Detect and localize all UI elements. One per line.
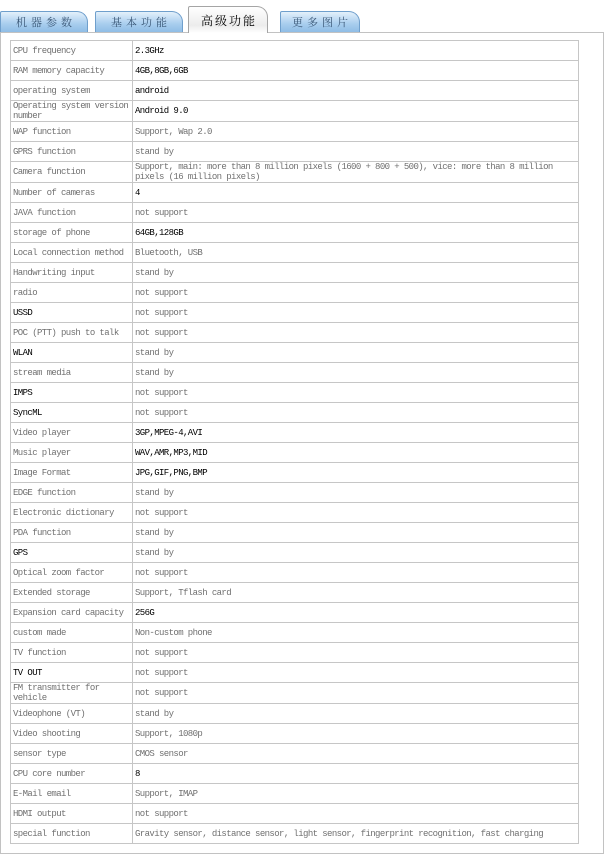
tab-advanced-functions[interactable] <box>188 6 268 33</box>
spec-label: USSD <box>11 303 133 322</box>
row-extended-storage <box>11 583 578 603</box>
spec-value: not support <box>135 287 188 298</box>
row-tv-out <box>11 663 578 683</box>
row-operating-system <box>11 81 578 101</box>
spec-label: stream media <box>11 363 133 382</box>
spec-label: WLAN <box>11 343 133 362</box>
spec-label: SyncML <box>11 403 133 422</box>
spec-value: Bluetooth, USB <box>135 247 203 258</box>
row-sensor-type <box>11 744 578 764</box>
spec-value: not support <box>135 307 188 318</box>
spec-label: TV function <box>11 643 133 662</box>
spec-value: Non-custom phone <box>135 627 212 638</box>
spec-label: sensor type <box>11 744 133 763</box>
spec-value: 8 <box>135 768 140 779</box>
spec-value: Support, 1080p <box>135 728 203 739</box>
spec-table <box>10 40 579 844</box>
spec-label: HDMI output <box>11 804 133 823</box>
spec-value: android <box>135 85 169 96</box>
row-video-shooting <box>11 724 578 744</box>
spec-value: not support <box>135 327 188 338</box>
tab-basic-functions[interactable] <box>95 11 183 32</box>
spec-label: WAP function <box>11 122 133 141</box>
spec-label: radio <box>11 283 133 302</box>
spec-label: operating system <box>11 81 133 100</box>
row-poc-push-to-talk <box>11 323 578 343</box>
spec-value: 3GP,MPEG-4,AVI <box>135 427 203 438</box>
spec-label: CPU core number <box>11 764 133 783</box>
spec-value: not support <box>135 688 188 698</box>
spec-label: GPS <box>11 543 133 562</box>
spec-value: 2.3GHz <box>135 45 164 56</box>
spec-value: stand by <box>135 367 174 378</box>
spec-value: not support <box>135 808 188 819</box>
row-cpu-frequency <box>11 41 578 61</box>
spec-value: Gravity sensor, distance sensor, light sensor, fingerprint recognition, fast charging <box>135 828 544 839</box>
row-music-player <box>11 443 578 463</box>
row-local-connection-method <box>11 243 578 263</box>
spec-label: Video player <box>11 423 133 442</box>
spec-label: Videophone (VT) <box>11 704 133 723</box>
row-videophone <box>11 704 578 724</box>
row-gps <box>11 543 578 563</box>
row-syncml <box>11 403 578 423</box>
row-pda-function <box>11 523 578 543</box>
spec-value: stand by <box>135 708 174 719</box>
row-wlan <box>11 343 578 363</box>
row-special-function <box>11 824 578 844</box>
spec-label: GPRS function <box>11 142 133 161</box>
spec-value: stand by <box>135 527 174 538</box>
tab-label: 更多图片 <box>292 16 352 29</box>
row-imps <box>11 383 578 403</box>
spec-label: EDGE function <box>11 483 133 502</box>
spec-label: JAVA function <box>11 203 133 222</box>
spec-label: Image Format <box>11 463 133 482</box>
spec-value: Support, Wap 2.0 <box>135 126 212 137</box>
spec-value: Support, IMAP <box>135 788 198 799</box>
spec-label: Local connection method <box>11 243 133 262</box>
spec-value: WAV,AMR,MP3,MID <box>135 447 208 458</box>
row-image-format <box>11 463 578 483</box>
spec-label: PDA function <box>11 523 133 542</box>
spec-value: not support <box>135 667 188 678</box>
row-fm-transmitter <box>11 683 578 704</box>
row-hdmi-output <box>11 804 578 824</box>
row-custom-made <box>11 623 578 643</box>
spec-value: not support <box>135 407 188 418</box>
spec-value: 256G <box>135 607 155 618</box>
row-wap-function <box>11 122 578 142</box>
tab-more-pictures[interactable] <box>280 11 360 32</box>
row-camera-function <box>11 162 578 183</box>
tab-label: 基本功能 <box>111 16 171 29</box>
row-gprs-function <box>11 142 578 162</box>
row-ram-memory-capacity <box>11 61 578 81</box>
row-os-version-number <box>11 101 578 122</box>
spec-value: Support, Tflash card <box>135 587 232 598</box>
row-storage-of-phone <box>11 223 578 243</box>
spec-label: Handwriting input <box>11 263 133 282</box>
row-email <box>11 784 578 804</box>
spec-label: Expansion card capacity <box>11 603 133 622</box>
spec-value: Support, main: more than 8 million pixels (1600 + 800 + 500), vice: more than 8 million pixels (16 million pixels) <box>135 162 553 182</box>
spec-value: JPG,GIF,PNG,BMP <box>135 467 208 478</box>
spec-label: Operating system version number <box>11 101 133 121</box>
spec-label: E-Mail email <box>11 784 133 803</box>
spec-value: stand by <box>135 146 174 157</box>
spec-value: not support <box>135 647 188 658</box>
spec-value: not support <box>135 567 188 578</box>
row-stream-media <box>11 363 578 383</box>
spec-label: POC (PTT) push to talk <box>11 323 133 342</box>
row-expansion-card-capacity <box>11 603 578 623</box>
row-ussd <box>11 303 578 323</box>
spec-value: CMOS sensor <box>135 748 188 759</box>
spec-label: Electronic dictionary <box>11 503 133 522</box>
row-optical-zoom-factor <box>11 563 578 583</box>
row-number-of-cameras <box>11 183 578 203</box>
spec-label: storage of phone <box>11 223 133 242</box>
spec-value: not support <box>135 507 188 518</box>
tab-label: 机器参数 <box>16 16 76 29</box>
spec-value: not support <box>135 387 188 398</box>
tab-label: 高级功能 <box>200 13 257 28</box>
spec-value: 4 <box>135 187 140 198</box>
spec-value: stand by <box>135 267 174 278</box>
row-tv-function <box>11 643 578 663</box>
spec-value: stand by <box>135 347 174 358</box>
spec-label: Extended storage <box>11 583 133 602</box>
spec-value: stand by <box>135 547 174 558</box>
spec-value: not support <box>135 207 188 218</box>
spec-label: Optical zoom factor <box>11 563 133 582</box>
spec-value: 64GB,128GB <box>135 227 184 238</box>
row-cpu-core-number <box>11 764 578 784</box>
spec-label: special function <box>11 824 133 843</box>
spec-value: 4GB,8GB,6GB <box>135 65 188 76</box>
tab-machine-parameters[interactable] <box>0 11 88 32</box>
row-electronic-dictionary <box>11 503 578 523</box>
spec-value: stand by <box>135 487 174 498</box>
row-edge-function <box>11 483 578 503</box>
row-handwriting-input <box>11 263 578 283</box>
row-video-player <box>11 423 578 443</box>
spec-label: FM transmitter for vehicle <box>11 683 133 703</box>
spec-label: Camera function <box>11 162 133 182</box>
spec-label: Video shooting <box>11 724 133 743</box>
row-java-function <box>11 203 578 223</box>
spec-label: Number of cameras <box>11 183 133 202</box>
spec-label: CPU frequency <box>11 41 133 60</box>
spec-label: Music player <box>11 443 133 462</box>
spec-label: TV OUT <box>11 663 133 682</box>
spec-label: custom made <box>11 623 133 642</box>
spec-label: IMPS <box>11 383 133 402</box>
spec-label: RAM memory capacity <box>11 61 133 80</box>
row-radio <box>11 283 578 303</box>
spec-value: Android 9.0 <box>135 106 188 116</box>
